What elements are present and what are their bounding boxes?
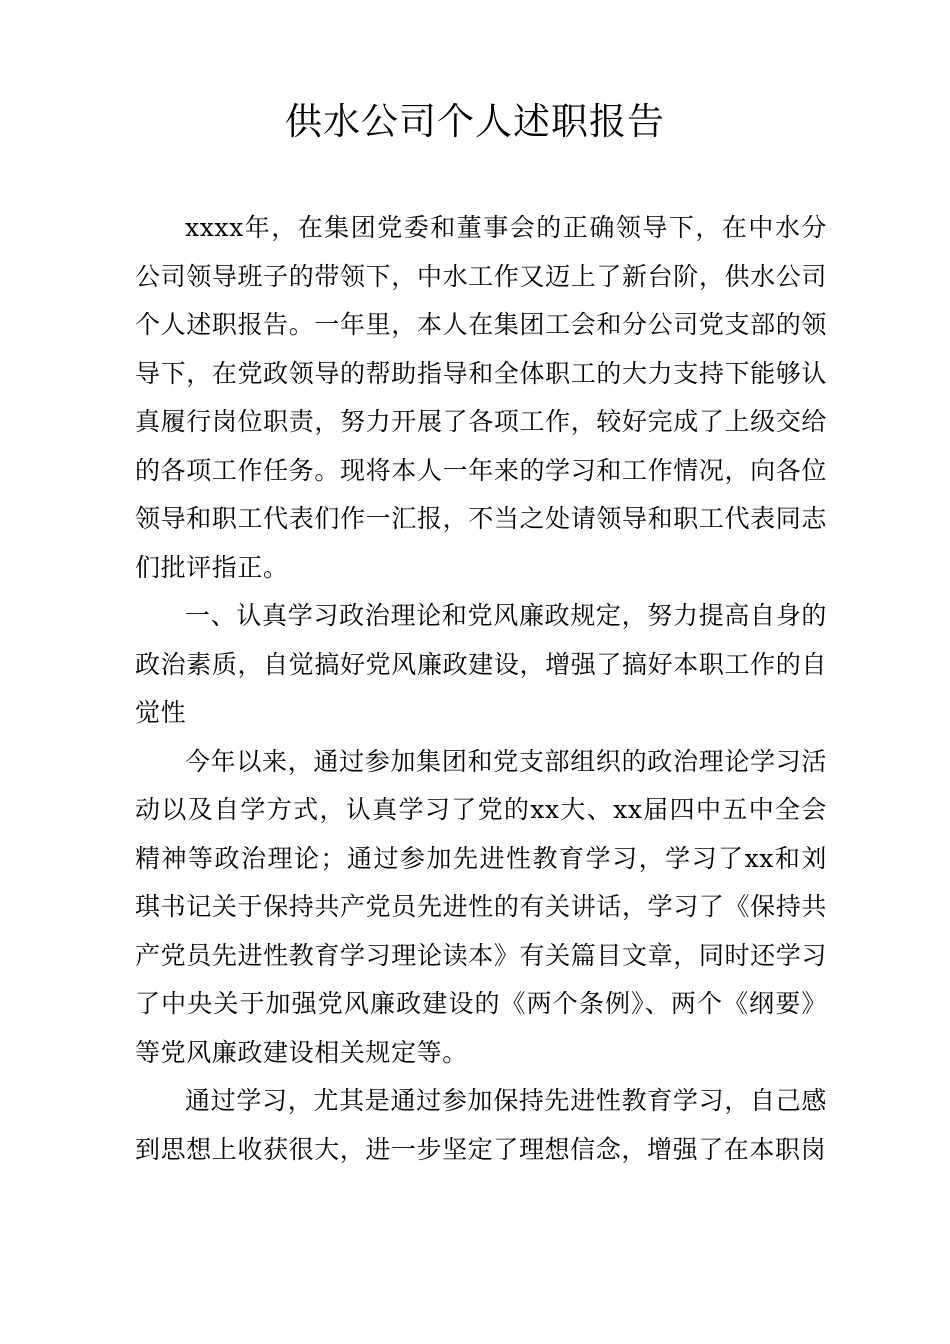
document-body: [135, 204, 827, 1174]
paragraph-section-heading: 一、认真学习政治理论和党风廉政规定，努力提高自身的政治素质，自觉搞好党风廉政建设，增强了搞好本职工作的自觉性: [135, 601, 827, 727]
document-title: 供水公司个人述职报告: [285, 100, 665, 143]
paragraph-intro: xxxx年，在集团党委和董事会的正确领导下，在中水分公司领导班子的带领下，中水工作又迈上了新台阶，供水公司个人述职报告。一年里，本人在集团工会和分公司党支部的领导下，在党政领导的帮助指导和全体职工的大力支持下能够认真履行岗位职责，努力开展了各项工作，较好完成了上级交给的各项工作任务。现将本人一年来的学习和工作情况，向各位领导和职工代表们作一汇报，不当之处请领导和职工代表同志们批评指正。: [135, 213, 827, 582]
paragraph-reflection: 通过学习，尤其是通过参加保持先进性教育学习，自己感到思想上收获很大，进一步坚定了理想信念，增强了在本职岗: [135, 1086, 827, 1164]
paragraph-study: 今年以来，通过参加集团和党支部组织的政治理论学习活动以及自学方式，认真学习了党的xx大、xx届四中五中全会精神等政治理论；通过参加先进性教育学习，学习了xx和刘琪书记关于保持共产党员先进性的有关讲话，学习了《保持共产党员先进性教育学习理论读本》有关篇目文章，同时还学习了中央关于加强党风廉政建设的《两个条例》、两个《纲要》等党风廉政建设相关规定等。: [135, 746, 827, 1067]
